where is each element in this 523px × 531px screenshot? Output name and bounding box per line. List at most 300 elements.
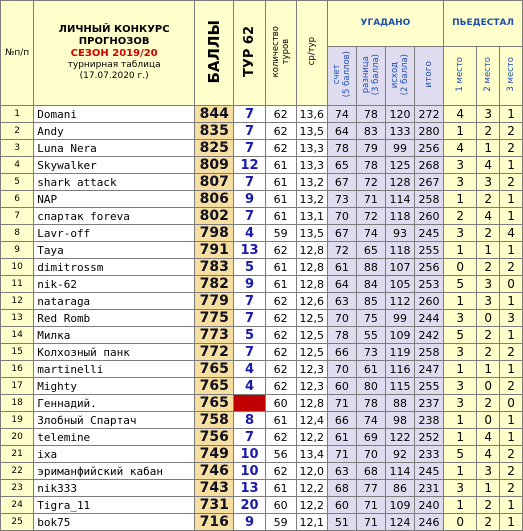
header-outcome: исход (2 балла)	[385, 47, 414, 106]
score-guessed-cell: 70	[327, 310, 356, 327]
points-cell: 844	[195, 106, 234, 123]
header-row	[1, 1, 523, 47]
table-row	[1, 429, 523, 446]
diff-guessed-cell: 61	[356, 361, 385, 378]
score-guessed-cell: 66	[327, 344, 356, 361]
avg-cell: 12,8	[296, 395, 327, 412]
total-guessed-cell: 247	[414, 361, 443, 378]
tour-points-cell: 5	[234, 327, 265, 344]
tours-count-cell: 61	[265, 191, 296, 208]
diff-guessed-cell: 72	[356, 208, 385, 225]
place2-cell: 1	[477, 361, 500, 378]
points-cell: 765	[195, 378, 234, 395]
tours-count-cell: 62	[265, 123, 296, 140]
rank-cell: 10	[1, 259, 34, 276]
rank-cell: 9	[1, 242, 34, 259]
score-guessed-cell: 61	[327, 259, 356, 276]
table-row	[1, 395, 523, 412]
points-cell: 765	[195, 361, 234, 378]
rank-cell: 5	[1, 174, 34, 191]
tours-count-cell: 62	[265, 106, 296, 123]
table-row	[1, 174, 523, 191]
place1-cell: 3	[444, 157, 477, 174]
tour-points-cell: 9	[234, 276, 265, 293]
place1-cell: 5	[444, 276, 477, 293]
avg-cell: 12,8	[296, 242, 327, 259]
place3-cell: 2	[500, 259, 523, 276]
place1-cell: 1	[444, 191, 477, 208]
outcome-guessed-cell: 125	[385, 157, 414, 174]
total-guessed-cell: 237	[414, 395, 443, 412]
tours-count-cell: 61	[265, 208, 296, 225]
participant-name: ixa	[34, 446, 195, 463]
score-guessed-cell: 63	[327, 293, 356, 310]
participant-name: nik333	[34, 480, 195, 497]
table-row	[1, 123, 523, 140]
participant-name: эриманфийский кабан	[34, 463, 195, 480]
avg-cell: 12,1	[296, 514, 327, 531]
tours-count-cell: 60	[265, 395, 296, 412]
participant-name: Злобный Спартач	[34, 412, 195, 429]
place1-cell: 3	[444, 225, 477, 242]
total-guessed-cell: 238	[414, 412, 443, 429]
place2-cell: 0	[477, 310, 500, 327]
place2-cell: 2	[477, 395, 500, 412]
place3-cell: 2	[500, 174, 523, 191]
diff-guessed-cell: 68	[356, 463, 385, 480]
tours-count-cell: 62	[265, 344, 296, 361]
participant-name: Skywalker	[34, 157, 195, 174]
table-row	[1, 259, 523, 276]
tour-points-cell: 20	[234, 497, 265, 514]
place1-cell: 1	[444, 123, 477, 140]
tour-points-cell: 9	[234, 191, 265, 208]
avg-cell: 12,3	[296, 361, 327, 378]
tour-points-cell: 12	[234, 157, 265, 174]
avg-cell: 13,5	[296, 225, 327, 242]
total-guessed-cell: 242	[414, 327, 443, 344]
header-tour: ТУР 62	[234, 1, 265, 106]
tour-points-cell: 4	[234, 361, 265, 378]
place3-cell: 1	[500, 242, 523, 259]
place1-cell: 1	[444, 242, 477, 259]
tour-points-cell: 7	[234, 429, 265, 446]
diff-guessed-cell: 71	[356, 497, 385, 514]
outcome-guessed-cell: 124	[385, 514, 414, 531]
place3-cell: 2	[500, 140, 523, 157]
place3-cell: 3	[500, 310, 523, 327]
participant-name: nik-62	[34, 276, 195, 293]
tour-points-cell: 7	[234, 293, 265, 310]
header-place2: 2 место	[477, 47, 500, 106]
total-guessed-cell: 253	[414, 276, 443, 293]
points-cell: 765	[195, 395, 234, 412]
place2-cell: 2	[477, 191, 500, 208]
points-cell: 749	[195, 446, 234, 463]
place3-cell: 1	[500, 208, 523, 225]
outcome-guessed-cell: 128	[385, 174, 414, 191]
table-row	[1, 293, 523, 310]
points-cell: 772	[195, 344, 234, 361]
score-guessed-cell: 64	[327, 123, 356, 140]
place2-cell: 3	[477, 293, 500, 310]
tours-count-cell: 62	[265, 378, 296, 395]
tour-points-cell: 7	[234, 208, 265, 225]
rank-cell: 25	[1, 514, 34, 531]
place1-cell: 3	[444, 174, 477, 191]
tours-count-cell: 61	[265, 412, 296, 429]
avg-cell: 12,8	[296, 259, 327, 276]
place1-cell: 0	[444, 514, 477, 531]
participant-name: Lavr-off	[34, 225, 195, 242]
total-guessed-cell: 260	[414, 293, 443, 310]
table-row	[1, 106, 523, 123]
place1-cell: 3	[444, 395, 477, 412]
points-cell: 731	[195, 497, 234, 514]
points-cell: 743	[195, 480, 234, 497]
place1-cell: 4	[444, 106, 477, 123]
season-label: СЕЗОН 2019/20	[70, 48, 158, 59]
score-guessed-cell: 72	[327, 242, 356, 259]
tours-count-cell: 62	[265, 293, 296, 310]
place2-cell: 2	[477, 327, 500, 344]
place2-cell: 1	[477, 480, 500, 497]
rank-cell: 7	[1, 208, 34, 225]
tour-points-cell: 7	[234, 123, 265, 140]
outcome-guessed-cell: 118	[385, 242, 414, 259]
rank-cell: 21	[1, 446, 34, 463]
score-guessed-cell: 60	[327, 378, 356, 395]
tour-points-cell	[234, 395, 265, 412]
participant-name: Domani	[34, 106, 195, 123]
place3-cell: 1	[500, 327, 523, 344]
table-row	[1, 514, 523, 531]
participant-name: спартак foreva	[34, 208, 195, 225]
tour-points-cell: 13	[234, 242, 265, 259]
outcome-guessed-cell: 98	[385, 412, 414, 429]
place3-cell: 1	[500, 106, 523, 123]
header-total: итого	[414, 47, 443, 106]
participant-name: bok75	[34, 514, 195, 531]
table-row	[1, 412, 523, 429]
diff-guessed-cell: 65	[356, 242, 385, 259]
score-guessed-cell: 78	[327, 140, 356, 157]
avg-cell: 12,2	[296, 480, 327, 497]
tours-count-cell: 61	[265, 174, 296, 191]
place2-cell: 3	[477, 276, 500, 293]
place1-cell: 0	[444, 259, 477, 276]
avg-cell: 13,2	[296, 174, 327, 191]
place2-cell: 2	[477, 225, 500, 242]
points-cell: 756	[195, 429, 234, 446]
place2-cell: 2	[477, 259, 500, 276]
tour-points-cell: 7	[234, 174, 265, 191]
diff-guessed-cell: 71	[356, 191, 385, 208]
place2-cell: 0	[477, 412, 500, 429]
table-row	[1, 480, 523, 497]
tours-count-cell: 62	[265, 242, 296, 259]
header-podium-group: ПЬЕДЕСТАЛ	[444, 1, 523, 47]
header-num: №п/п	[1, 1, 34, 106]
tour-points-cell: 4	[234, 378, 265, 395]
outcome-guessed-cell: 107	[385, 259, 414, 276]
place3-cell: 1	[500, 514, 523, 531]
place3-cell: 2	[500, 480, 523, 497]
total-guessed-cell: 233	[414, 446, 443, 463]
avg-cell: 12,5	[296, 327, 327, 344]
tour-points-cell: 4	[234, 225, 265, 242]
place3-cell: 1	[500, 293, 523, 310]
avg-cell: 12,6	[296, 293, 327, 310]
total-guessed-cell: 245	[414, 463, 443, 480]
avg-cell: 12,2	[296, 429, 327, 446]
place1-cell: 5	[444, 446, 477, 463]
total-guessed-cell: 245	[414, 225, 443, 242]
table-row	[1, 140, 523, 157]
total-guessed-cell: 268	[414, 157, 443, 174]
tours-count-cell: 62	[265, 463, 296, 480]
place1-cell: 3	[444, 378, 477, 395]
avg-cell: 13,1	[296, 208, 327, 225]
rank-cell: 20	[1, 429, 34, 446]
subtitle-line2: (17.07.2020 г.)	[79, 71, 149, 81]
rank-cell: 2	[1, 123, 34, 140]
tours-count-cell: 59	[265, 514, 296, 531]
outcome-guessed-cell: 115	[385, 378, 414, 395]
points-cell: 825	[195, 140, 234, 157]
tours-count-cell: 61	[265, 480, 296, 497]
tour-points-cell: 10	[234, 463, 265, 480]
subtitle-line1: турнирная таблица	[67, 60, 161, 70]
header-tours-count: количество туров	[265, 1, 296, 106]
participant-name: dimitrossm	[34, 259, 195, 276]
points-cell: 806	[195, 191, 234, 208]
place3-cell: 0	[500, 395, 523, 412]
header-place3: 3 место	[500, 47, 523, 106]
rank-cell: 16	[1, 361, 34, 378]
rank-cell: 22	[1, 463, 34, 480]
rank-cell: 18	[1, 395, 34, 412]
avg-cell: 12,5	[296, 310, 327, 327]
tours-count-cell: 60	[265, 497, 296, 514]
points-cell: 758	[195, 412, 234, 429]
place2-cell: 1	[477, 242, 500, 259]
diff-guessed-cell: 78	[356, 106, 385, 123]
outcome-guessed-cell: 114	[385, 463, 414, 480]
avg-cell: 12,3	[296, 378, 327, 395]
place3-cell: 4	[500, 225, 523, 242]
points-cell: 798	[195, 225, 234, 242]
score-guessed-cell: 67	[327, 174, 356, 191]
tour-points-cell: 10	[234, 446, 265, 463]
rank-cell: 17	[1, 378, 34, 395]
total-guessed-cell: 280	[414, 123, 443, 140]
participant-name: martinelli	[34, 361, 195, 378]
total-guessed-cell: 246	[414, 514, 443, 531]
table-row	[1, 191, 523, 208]
rank-cell: 11	[1, 276, 34, 293]
total-guessed-cell: 240	[414, 497, 443, 514]
tours-count-cell: 61	[265, 259, 296, 276]
participant-name: shark attack	[34, 174, 195, 191]
participant-name: Taya	[34, 242, 195, 259]
table-row	[1, 446, 523, 463]
outcome-guessed-cell: 93	[385, 225, 414, 242]
header-points: БАЛЛЫ	[195, 1, 234, 106]
avg-cell: 13,3	[296, 157, 327, 174]
diff-guessed-cell: 74	[356, 412, 385, 429]
rank-cell: 23	[1, 480, 34, 497]
place3-cell: 1	[500, 497, 523, 514]
place1-cell: 1	[444, 497, 477, 514]
table-row	[1, 497, 523, 514]
participant-name: telemine	[34, 429, 195, 446]
rank-cell: 13	[1, 310, 34, 327]
score-guessed-cell: 60	[327, 497, 356, 514]
outcome-guessed-cell: 86	[385, 480, 414, 497]
place1-cell: 3	[444, 344, 477, 361]
table-row	[1, 327, 523, 344]
outcome-guessed-cell: 88	[385, 395, 414, 412]
place2-cell: 3	[477, 174, 500, 191]
diff-guessed-cell: 71	[356, 514, 385, 531]
place3-cell: 1	[500, 157, 523, 174]
outcome-guessed-cell: 133	[385, 123, 414, 140]
rank-cell: 15	[1, 344, 34, 361]
avg-cell: 12,4	[296, 412, 327, 429]
place2-cell: 2	[477, 514, 500, 531]
diff-guessed-cell: 79	[356, 140, 385, 157]
outcome-guessed-cell: 120	[385, 106, 414, 123]
points-cell: 746	[195, 463, 234, 480]
place3-cell: 1	[500, 361, 523, 378]
place2-cell: 2	[477, 344, 500, 361]
tours-count-cell: 56	[265, 446, 296, 463]
outcome-guessed-cell: 99	[385, 140, 414, 157]
total-guessed-cell: 255	[414, 378, 443, 395]
table-row	[1, 378, 523, 395]
diff-guessed-cell: 85	[356, 293, 385, 310]
participant-name: Геннадий.	[34, 395, 195, 412]
score-guessed-cell: 67	[327, 225, 356, 242]
rank-cell: 14	[1, 327, 34, 344]
tours-count-cell: 62	[265, 361, 296, 378]
avg-cell: 12,5	[296, 344, 327, 361]
rank-cell: 6	[1, 191, 34, 208]
place1-cell: 2	[444, 208, 477, 225]
place2-cell: 0	[477, 378, 500, 395]
total-guessed-cell: 256	[414, 259, 443, 276]
score-guessed-cell: 66	[327, 412, 356, 429]
place3-cell: 2	[500, 123, 523, 140]
participant-name: NAP	[34, 191, 195, 208]
total-guessed-cell: 231	[414, 480, 443, 497]
avg-cell: 12,8	[296, 276, 327, 293]
diff-guessed-cell: 77	[356, 480, 385, 497]
table-row	[1, 208, 523, 225]
rank-cell: 3	[1, 140, 34, 157]
avg-cell: 13,3	[296, 140, 327, 157]
place1-cell: 1	[444, 412, 477, 429]
points-cell: 791	[195, 242, 234, 259]
tour-points-cell: 13	[234, 480, 265, 497]
avg-cell: 12,0	[296, 463, 327, 480]
points-cell: 716	[195, 514, 234, 531]
points-cell: 783	[195, 259, 234, 276]
place2-cell: 2	[477, 497, 500, 514]
tour-points-cell: 7	[234, 344, 265, 361]
place2-cell: 4	[477, 429, 500, 446]
score-guessed-cell: 73	[327, 191, 356, 208]
tours-count-cell: 62	[265, 310, 296, 327]
points-cell: 807	[195, 174, 234, 191]
diff-guessed-cell: 73	[356, 344, 385, 361]
title-line1: ЛИЧНЫЙ КОНКУРС	[58, 24, 170, 35]
table-row	[1, 344, 523, 361]
total-guessed-cell: 244	[414, 310, 443, 327]
place3-cell: 1	[500, 191, 523, 208]
table-row	[1, 242, 523, 259]
place3-cell: 0	[500, 276, 523, 293]
points-cell: 775	[195, 310, 234, 327]
score-guessed-cell: 64	[327, 276, 356, 293]
participant-name: Милка	[34, 327, 195, 344]
diff-guessed-cell: 74	[356, 225, 385, 242]
place3-cell: 2	[500, 378, 523, 395]
diff-guessed-cell: 55	[356, 327, 385, 344]
outcome-guessed-cell: 118	[385, 208, 414, 225]
tours-count-cell: 61	[265, 276, 296, 293]
diff-guessed-cell: 69	[356, 429, 385, 446]
header-title-block	[34, 1, 195, 106]
place1-cell: 3	[444, 480, 477, 497]
diff-guessed-cell: 75	[356, 310, 385, 327]
outcome-guessed-cell: 116	[385, 361, 414, 378]
diff-guessed-cell: 83	[356, 123, 385, 140]
place3-cell: 1	[500, 412, 523, 429]
tour-points-cell: 7	[234, 140, 265, 157]
tours-count-cell: 62	[265, 327, 296, 344]
rank-cell: 4	[1, 157, 34, 174]
place3-cell: 2	[500, 446, 523, 463]
outcome-guessed-cell: 99	[385, 310, 414, 327]
tours-count-cell: 61	[265, 157, 296, 174]
points-cell: 835	[195, 123, 234, 140]
avg-cell: 13,2	[296, 191, 327, 208]
place1-cell: 1	[444, 293, 477, 310]
outcome-guessed-cell: 112	[385, 293, 414, 310]
tour-points-cell: 9	[234, 514, 265, 531]
participant-name: Tigra_11	[34, 497, 195, 514]
total-guessed-cell: 272	[414, 106, 443, 123]
diff-guessed-cell: 78	[356, 157, 385, 174]
avg-cell: 13,6	[296, 106, 327, 123]
score-guessed-cell: 78	[327, 327, 356, 344]
outcome-guessed-cell: 92	[385, 446, 414, 463]
place2-cell: 4	[477, 208, 500, 225]
participant-name: nataraga	[34, 293, 195, 310]
place1-cell: 3	[444, 310, 477, 327]
title-line2: ПРОГНОЗОВ	[78, 36, 150, 47]
place2-cell: 1	[477, 140, 500, 157]
participant-name: Колхозный панк	[34, 344, 195, 361]
table-row	[1, 463, 523, 480]
place1-cell: 5	[444, 327, 477, 344]
place3-cell: 2	[500, 463, 523, 480]
place2-cell: 4	[477, 446, 500, 463]
outcome-guessed-cell: 122	[385, 429, 414, 446]
header-avg: ср/тур	[296, 1, 327, 106]
